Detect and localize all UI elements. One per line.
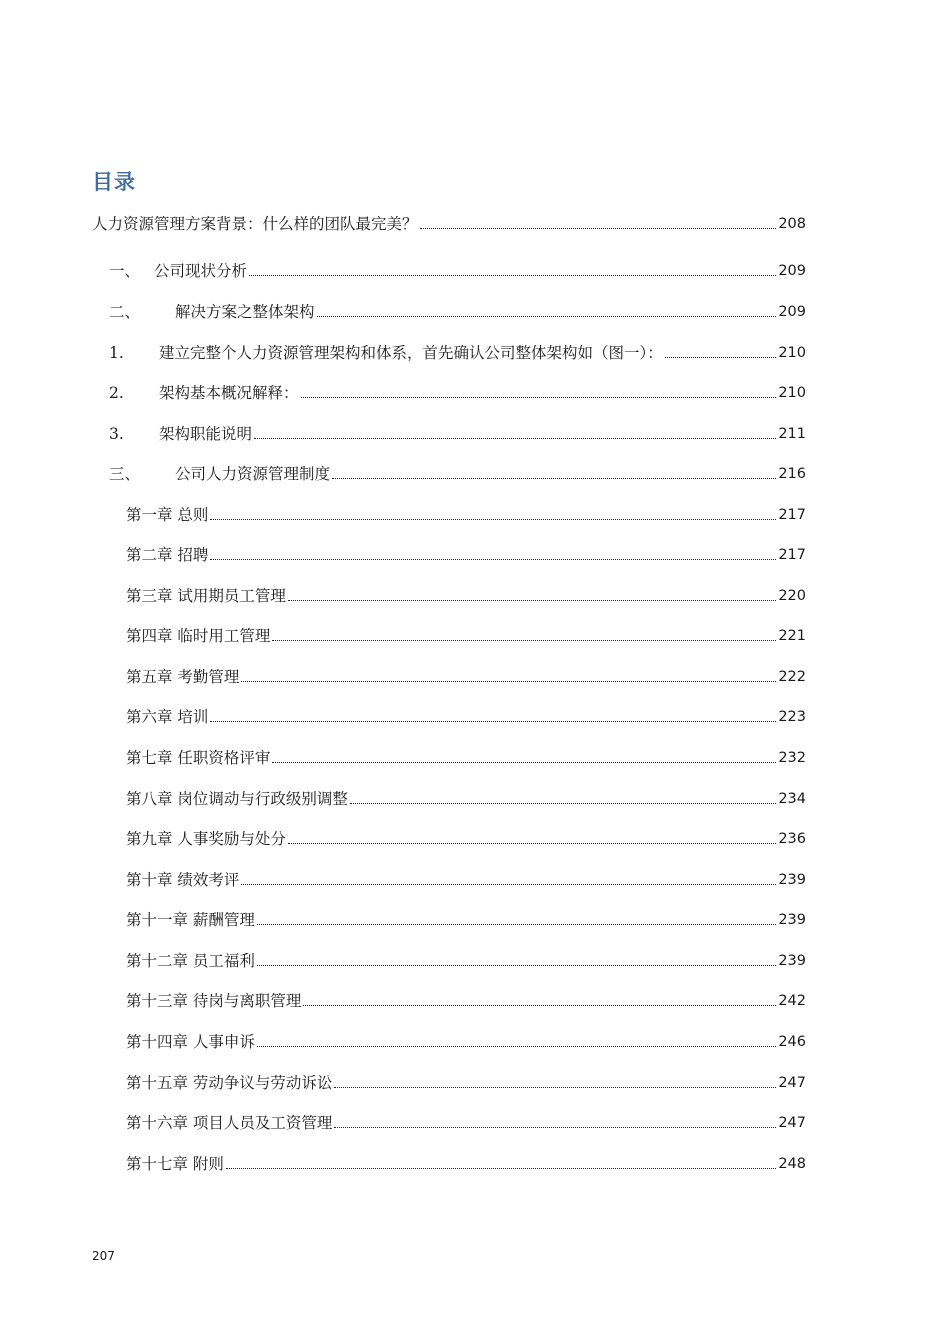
dot-leader [254,438,776,439]
toc-entry-prefix: 3. [109,425,124,443]
toc-entry-chapter-1[interactable] [126,499,806,525]
toc-entry-page: 209 [778,263,806,279]
toc-entry-label: 第一章 总则 [126,506,209,524]
toc-entry-item-1[interactable] [109,337,806,363]
toc-entry-page: 209 [778,304,806,320]
dot-leader [665,357,777,358]
dot-leader [226,1168,776,1169]
toc-entry-prefix: 一、 [109,262,141,280]
toc-entry-section-1[interactable] [109,255,806,281]
dot-leader [334,1127,776,1128]
toc-entry-label: 架构基本概况解释： [159,384,299,402]
toc-entry-page: 217 [778,507,806,523]
page-number: 207 [92,1249,115,1263]
dot-leader [257,965,776,966]
dot-leader [301,397,777,398]
toc-entry-chapter-13[interactable] [126,985,806,1011]
toc-entry-chapter-2[interactable] [126,539,806,565]
toc-entry-page: 236 [778,831,806,847]
toc-entry-page: 246 [778,1034,806,1050]
dot-leader [350,803,776,804]
toc-entry-page: 239 [778,872,806,888]
toc-entry-label: 第十二章 员工福利 [126,952,255,970]
toc-entry-label: 解决方案之整体架构 [175,303,315,321]
dot-leader [257,1046,776,1047]
toc-entry-label: 第十七章 附则 [126,1155,224,1173]
dot-leader [420,228,777,229]
toc-entry-label: 第五章 考勤管理 [126,668,240,686]
dot-leader [249,275,776,276]
toc-entry-chapter-11[interactable] [126,904,806,930]
toc-entry-page: 242 [778,993,806,1009]
dot-leader [210,559,776,560]
toc-entry-label: 第十章 绩效考评 [126,871,240,889]
toc-entry-page: 216 [778,466,806,482]
toc-entry-label: 公司现状分析 [154,262,248,280]
toc-entry-background[interactable] [92,208,806,234]
toc-entry-page: 210 [778,385,806,401]
dot-leader [241,681,776,682]
toc-entry-page: 223 [778,709,806,725]
toc-entry-page: 232 [778,750,806,766]
toc-entry-page: 221 [778,628,806,644]
toc-entry-label: 第四章 临时用工管理 [126,627,271,645]
toc-entry-page: 239 [778,953,806,969]
toc-entry-prefix: 三、 [109,465,141,483]
dot-leader [303,1005,776,1006]
toc-entry-label: 第十五章 劳动争议与劳动诉讼 [126,1074,333,1092]
toc-entry-chapter-5[interactable] [126,661,806,687]
toc-entry-chapter-12[interactable] [126,945,806,971]
toc-entry-label: 第十四章 人事申诉 [126,1033,255,1051]
toc-entry-label: 第十三章 待岗与离职管理 [126,992,302,1010]
dot-leader [317,316,777,317]
toc-entry-chapter-8[interactable] [126,783,806,809]
dot-leader [257,924,776,925]
dot-leader [288,600,776,601]
dot-leader [241,884,776,885]
toc-entry-label: 第十六章 项目人员及工资管理 [126,1114,333,1132]
toc-entry-chapter-7[interactable] [126,742,806,768]
dot-leader [210,721,776,722]
toc-entry-label: 第九章 人事奖励与处分 [126,830,286,848]
toc-entry-page: 211 [778,426,806,442]
toc-entry-label: 建立完整个人力资源管理架构和体系，首先确认公司整体架构如（图一）： [159,344,663,362]
toc-entry-section-3[interactable] [109,458,806,484]
toc-entry-page: 210 [778,345,806,361]
toc-entry-chapter-15[interactable] [126,1067,806,1093]
toc-entry-chapter-14[interactable] [126,1026,806,1052]
toc-entry-prefix: 二、 [109,303,141,321]
toc-entry-chapter-3[interactable] [126,580,806,606]
dot-leader [272,640,776,641]
toc-entry-section-2[interactable] [109,296,806,322]
dot-leader [210,519,776,520]
toc-entry-label: 第七章 任职资格评审 [126,749,271,767]
toc-entry-chapter-17[interactable] [126,1148,806,1174]
toc-entry-chapter-9[interactable] [126,823,806,849]
toc-entry-chapter-10[interactable] [126,864,806,890]
dot-leader [272,762,776,763]
toc-entry-label: 第八章 岗位调动与行政级别调整 [126,790,348,808]
dot-leader [332,478,776,479]
toc-entry-page: 247 [778,1115,806,1131]
toc-entry-page: 217 [778,547,806,563]
toc-entry-page: 220 [778,588,806,604]
toc-entry-prefix: 1. [109,344,124,362]
toc-entry-page: 222 [778,669,806,685]
toc-title: 目录 [92,170,136,194]
toc-entry-page: 239 [778,912,806,928]
toc-entry-page: 248 [778,1156,806,1172]
toc-entry-label: 第二章 招聘 [126,546,209,564]
toc-entry-label: 人力资源管理方案背景：什么样的团队最完美？ [92,215,418,233]
toc-entry-chapter-4[interactable] [126,620,806,646]
toc-entry-page: 247 [778,1075,806,1091]
toc-entry-item-2[interactable] [109,377,806,403]
toc-entry-label: 第三章 试用期员工管理 [126,587,286,605]
toc-entry-page: 208 [778,216,806,232]
toc-entry-item-3[interactable] [109,418,806,444]
toc-entry-page: 234 [778,791,806,807]
toc-entry-label: 第六章 培训 [126,708,209,726]
toc-entry-label: 第十一章 薪酬管理 [126,911,255,929]
toc-entry-label: 公司人力资源管理制度 [175,465,331,483]
toc-entry-label: 架构职能说明 [159,425,253,443]
dot-leader [334,1087,776,1088]
toc-entry-chapter-6[interactable] [126,701,806,727]
toc-entry-chapter-16[interactable] [126,1107,806,1133]
dot-leader [288,843,776,844]
toc-entry-prefix: 2. [109,384,124,402]
